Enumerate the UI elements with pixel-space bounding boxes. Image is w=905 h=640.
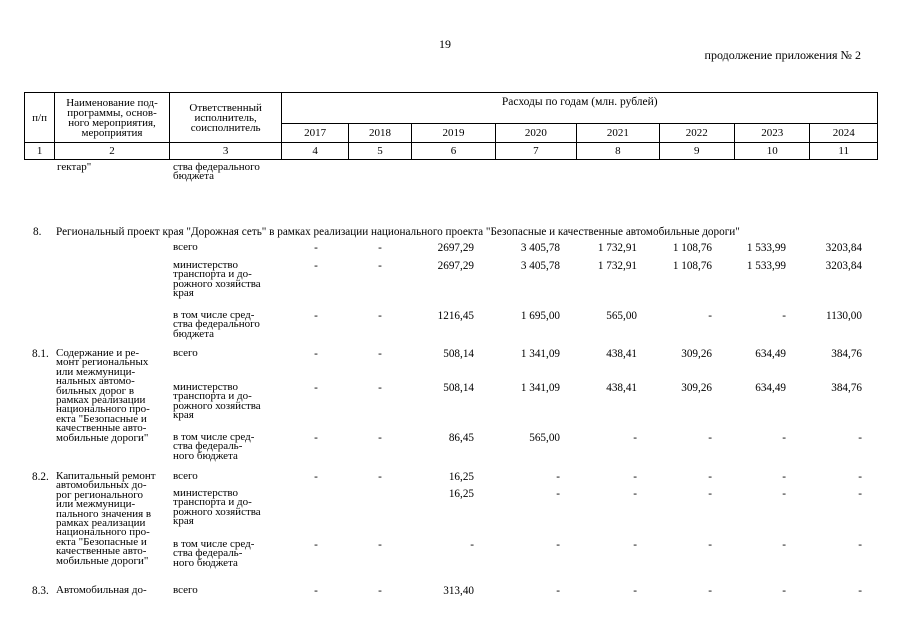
responsible-cell [173,243,198,252]
responsible-line: края [173,287,194,300]
header-col-resp-line: исполнитель, [194,111,257,124]
responsible-line: края [173,515,194,528]
value-cell: 1 108,76 [672,260,712,272]
value-cell: - [314,242,318,254]
value-cell: - [314,471,318,483]
responsible-line: рожного хозяйства [173,505,261,518]
value-cell: 1 695,00 [520,310,560,322]
value-cell: - [378,310,382,322]
item-name-line: монт региональных [56,356,149,369]
value-cell: - [858,471,862,483]
header-expenses: Расходы по годам (млн. рублей) [282,93,878,124]
header-table [24,92,878,160]
value-cell: - [858,539,862,551]
responsible-line: ного бюджета [173,449,238,462]
value-cell: - [314,432,318,444]
item-name-line: пального значения в [56,507,152,520]
value-cell: 3203,84 [825,242,862,254]
item-name-line: Автомобильная до- [56,584,147,596]
value-cell: - [314,260,318,272]
header-year: 2021 [577,124,659,143]
header-col-number: 7 [495,143,576,160]
responsible-line: министерство [173,487,239,499]
item-name-line: качественные авто- [56,545,147,558]
value-cell: 438,41 [606,348,637,360]
value-cell: 508,14 [443,348,474,360]
value-cell: 86,45 [448,432,474,444]
continuation-label: продолжение приложения № 2 [704,48,861,62]
header-col-name-line: ного мероприятия, [68,116,156,129]
item-name-line: качественные авто- [56,422,147,435]
value-cell: 309,26 [681,348,712,360]
responsible-line: всего [173,241,198,253]
header-col-name [55,93,170,143]
responsible-line: министерство [173,259,239,271]
responsible-cell [173,433,254,461]
value-cell: - [378,539,382,551]
responsible-cell [173,311,260,339]
value-cell: - [782,432,786,444]
item-name-line: национального про- [56,403,150,416]
item-name-line: екта "Безопасные и [56,412,147,425]
value-cell: 1 341,09 [520,382,560,394]
responsible-line: в том числе сред- [173,309,255,321]
item-name-line: екта "Безопасные и [56,535,147,548]
value-cell: - [633,585,637,597]
responsible-line: всего [173,347,198,359]
item-name [56,472,156,566]
value-cell: - [314,310,318,322]
value-cell: - [782,539,786,551]
item-name-line: или межмуници- [56,498,136,511]
item-number: 8.3. [32,585,49,597]
value-cell: 384,76 [831,382,862,394]
carry-resp-tail [173,163,260,182]
value-cell: 1 533,99 [746,242,786,254]
header-col-number: 1 [25,143,55,160]
responsible-line: ства федераль- [173,547,243,560]
responsible-cell [173,586,198,595]
header-col-number: 4 [282,143,348,160]
value-cell: 1 732,91 [597,260,637,272]
responsible-line: рожного хозяйства [173,399,261,412]
value-cell: 2697,29 [437,242,474,254]
responsible-cell [173,349,198,358]
value-cell: - [708,471,712,483]
value-cell: 1 108,76 [672,242,712,254]
value-cell: - [858,488,862,500]
header-col-number: 5 [348,143,411,160]
header-col-number: 9 [659,143,734,160]
value-cell: - [470,539,474,551]
responsible-cell [173,383,261,421]
value-cell: 508,14 [443,382,474,394]
item-name-line: мобильные дороги" [56,554,149,567]
header-col-name-line: программы, основ- [67,106,157,119]
header-col-number: 2 [55,143,170,160]
value-cell: 1 341,09 [520,348,560,360]
value-cell: - [314,382,318,394]
responsible-line: в том числе сред- [173,538,255,550]
value-cell: - [708,432,712,444]
header-year: 2020 [495,124,576,143]
item-name-line: Капитальный ремонт [56,470,156,482]
value-cell: - [378,348,382,360]
value-cell: - [556,585,560,597]
value-cell: - [556,488,560,500]
carry-resp-line: бюджета [173,170,215,183]
item-name-line: нальных автомо- [56,375,135,388]
value-cell: 3203,84 [825,260,862,272]
carry-name-tail: гектар" [57,161,92,173]
value-cell: - [314,585,318,597]
item-name-line: автомобильных до- [56,479,147,492]
value-cell: - [708,310,712,322]
item-name [56,349,150,443]
header-year: 2024 [810,124,878,143]
value-cell: - [378,471,382,483]
responsible-cell [173,540,254,568]
value-cell: 1216,45 [437,310,474,322]
value-cell: - [782,585,786,597]
item-name-line: рамках реализации [56,394,146,407]
value-cell: - [858,432,862,444]
value-cell: - [633,432,637,444]
value-cell: - [633,471,637,483]
value-cell: - [314,348,318,360]
header-col-number: 3 [169,143,282,160]
header-col-number: 8 [577,143,659,160]
header-year: 2022 [659,124,734,143]
value-cell: 16,25 [448,488,474,500]
responsible-line: бюджета [173,327,215,340]
section-title: Региональный проект края "Дорожная сеть" в рамках реализации национального проекта "Безопасные и качественные автомобильные дороги" [56,226,740,238]
value-cell: 16,25 [448,471,474,483]
responsible-line: в том числе сред- [173,431,255,443]
value-cell: - [378,585,382,597]
header-year: 2018 [348,124,411,143]
responsible-line: транспорта и до- [173,268,252,281]
value-cell: - [708,539,712,551]
value-cell: 438,41 [606,382,637,394]
value-cell: 313,40 [443,585,474,597]
responsible-line: министерство [173,381,239,393]
value-cell: - [782,488,786,500]
value-cell: - [858,585,862,597]
page-number: 19 [439,37,451,51]
value-cell: 3 405,78 [520,260,560,272]
item-name-line: Содержание и ре- [56,347,140,359]
value-cell: - [708,585,712,597]
responsible-line: транспорта и до- [173,496,252,509]
value-cell: 2697,29 [437,260,474,272]
header-col-number: 11 [810,143,878,160]
value-cell: - [556,471,560,483]
header-col-responsible [169,93,282,143]
responsible-line: ства федераль- [173,440,243,453]
header-col-number: 10 [735,143,810,160]
item-name-line: бильных дорог в [56,384,135,397]
item-name-line: или межмуници- [56,365,136,378]
section-number: 8. [33,226,42,238]
responsible-cell [173,261,261,299]
value-cell: 309,26 [681,382,712,394]
value-cell: - [782,310,786,322]
header-col-name-line: Наименование под- [66,96,158,109]
responsible-line: всего [173,584,198,596]
header-col-number: 6 [412,143,495,160]
value-cell: 634,49 [755,382,786,394]
value-cell: 1 533,99 [746,260,786,272]
header-col-resp-line: Ответственный [189,101,262,114]
value-cell: - [378,242,382,254]
responsible-cell [173,472,198,481]
item-name-line: национального про- [56,526,150,539]
carry-resp-line: ства федерального [173,161,260,173]
value-cell: 3 405,78 [520,242,560,254]
value-cell: 1130,00 [826,310,862,322]
value-cell: 1 732,91 [597,242,637,254]
item-name [56,586,147,595]
header-col-resp-line: соисполнитель [190,121,261,134]
responsible-line: ства федерального [173,318,260,331]
header-year: 2017 [282,124,348,143]
item-name-line: мобильные дороги" [56,431,149,444]
header-year: 2019 [412,124,495,143]
value-cell: 565,00 [529,432,560,444]
item-number: 8.2. [32,471,49,483]
value-cell: 634,49 [755,348,786,360]
responsible-line: транспорта и до- [173,390,252,403]
value-cell: - [378,382,382,394]
value-cell: - [556,539,560,551]
value-cell: 565,00 [606,310,637,322]
value-cell: - [378,260,382,272]
responsible-line: всего [173,470,198,482]
value-cell: - [633,488,637,500]
responsible-line: ного бюджета [173,556,238,569]
item-number: 8.1. [32,348,49,360]
value-cell: 384,76 [831,348,862,360]
responsible-line: рожного хозяйства [173,277,261,290]
header-year: 2023 [735,124,810,143]
value-cell: - [378,432,382,444]
header-col-num: п/п [25,93,55,143]
value-cell: - [314,539,318,551]
header-col-name-line: мероприятия [81,126,143,139]
item-name-line: рамках реализации [56,517,146,530]
responsible-line: края [173,409,194,422]
responsible-cell [173,489,261,527]
value-cell: - [708,488,712,500]
item-name-line: рог регионального [56,488,144,501]
value-cell: - [782,471,786,483]
value-cell: - [633,539,637,551]
